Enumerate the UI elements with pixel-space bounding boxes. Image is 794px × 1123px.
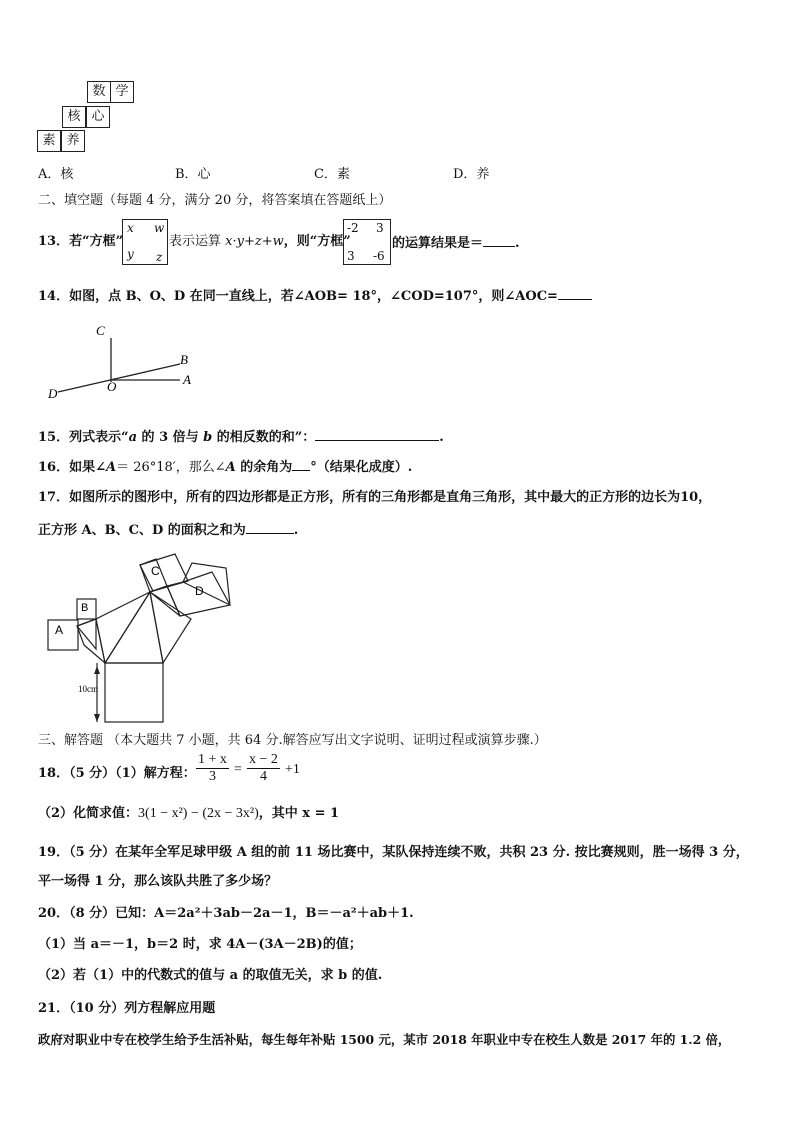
q13-end: . — [515, 236, 520, 251]
fraction-right — [247, 752, 280, 785]
question-19-line1: 19．（5 分）在某年全军足球甲级 A 组的前 11 场比赛中，某队保持连续不败，共积 23 分. 按比赛规则，胜一场得 3 分， — [38, 845, 749, 860]
grid-cell: 心 — [86, 106, 110, 128]
label-o: O — [107, 379, 117, 394]
label-a: A — [183, 372, 191, 387]
q13-mid-b: ，则“方框” — [283, 234, 351, 249]
frac-den: 3 — [208, 769, 216, 784]
grid-cell: 素 — [37, 130, 61, 152]
q15-text-b: 的 3 倍与 — [137, 430, 204, 445]
box-bottom-right: -6 — [373, 249, 385, 263]
q18-part2-label: （2）化简求值： — [38, 806, 139, 821]
question-17-line2 — [38, 521, 298, 539]
label-c: C — [151, 564, 160, 578]
q16-text-c: 的余角为 — [235, 460, 293, 475]
grid-cell: 数 — [87, 81, 111, 103]
fraction-left — [196, 752, 229, 785]
q15-end: . — [439, 430, 444, 445]
operator-box-values — [343, 219, 391, 265]
question-21-heading: 21．（10 分）列方程解应用题 — [38, 1001, 216, 1016]
q16-var: A — [105, 460, 117, 475]
q13-prefix: 13．若“方框” — [38, 234, 124, 249]
q13-tail — [392, 234, 520, 252]
q15-text-c: 的相反数的和”： — [212, 430, 316, 445]
pythagoras-tree-figure — [40, 548, 240, 728]
q15-var-a: a — [128, 430, 138, 445]
box-top-right: 3 — [376, 221, 384, 235]
label-b: B — [180, 352, 188, 367]
question-17-line1: 17．如图所示的图形中，所有的四边形都是正方形，所有的三角形都是直角三角形，其中最大的正方形的边长为10， — [38, 490, 712, 505]
question-14 — [38, 287, 592, 305]
box-top-left: -2 — [347, 221, 359, 235]
q14-text: 14．如图，点 B、O、D 在同一直线上，若∠AOB= 18°，∠COD=107°，则∠AOC= — [38, 289, 558, 304]
q20-intro-a: 20．（8 分）已知： — [38, 906, 155, 921]
frac-num: 1 + x — [198, 752, 227, 767]
q17-end: . — [293, 523, 299, 538]
q16-text-a: 16．如果∠ — [38, 460, 106, 475]
q20-intro-b: A＝2a²＋3ab－2a－1，B＝－a²＋ab＋1. — [154, 906, 414, 921]
answer-blank — [483, 234, 515, 247]
q16-text-d: °（结果化成度）. — [310, 460, 413, 475]
q13-suffix: 的运算结果是＝ — [392, 236, 484, 251]
answer-blank — [558, 287, 592, 300]
question-21-line1: 政府对职业中专在校学生给予生活补贴，每生每年补贴 1500 元，某市 2018 年职业中专在校生人数是 2017 年的 1.2 倍， — [38, 1032, 731, 1047]
plus-one: +1 — [285, 762, 300, 777]
option-d: D．养 — [453, 167, 490, 182]
frac-num: x − 2 — [249, 752, 278, 767]
box-x: x — [127, 221, 134, 235]
option-a: A．核 — [38, 167, 74, 182]
frac-den: 4 — [259, 769, 267, 784]
grid-cell: 学 — [110, 81, 134, 103]
box-w: w — [154, 221, 165, 235]
question-18-part2 — [38, 806, 339, 822]
angle-figure — [40, 318, 210, 403]
q13-middle — [169, 234, 351, 250]
question-20-intro — [38, 906, 414, 922]
label-d: D — [48, 386, 58, 401]
answer-blank — [292, 458, 310, 471]
box-y: y — [127, 247, 134, 261]
label-a: A — [55, 623, 64, 637]
q18-equation — [196, 752, 300, 785]
label-d: D — [195, 584, 204, 598]
q15-var-b: b — [203, 430, 213, 445]
question-20-part1: （1）当 a＝－1，b＝2 时，求 4A－(3A－2B)的值； — [38, 937, 362, 952]
option-c: C．素 — [314, 167, 350, 182]
q16-text-b: ＝ 26°18′，那么∠ — [116, 460, 226, 475]
question-18-part1 — [38, 766, 196, 782]
q18-condition: ，其中 x = 1 — [258, 806, 340, 821]
q15-text-a: 15．列式表示“ — [38, 430, 129, 445]
question-15 — [38, 428, 444, 446]
box-bottom-left: 3 — [347, 249, 355, 263]
question-19-line2: 平一场得 1 分，那么该队共胜了多少场？ — [38, 874, 278, 889]
q13-expression: x·y+z+w — [225, 234, 284, 249]
box-z: z — [156, 250, 163, 264]
grid-cell: 核 — [62, 106, 86, 128]
option-b: B．心 — [175, 167, 211, 182]
label-b: B — [81, 602, 89, 614]
answer-blank — [315, 428, 439, 441]
question-16 — [38, 458, 412, 476]
question-20-part2: （2）若（1）中的代数式的值与 a 的取值无关，求 b 的值. — [38, 968, 383, 983]
section-heading-fill-in: 二、填空题（每题 4 分，满分 20 分，将答案填在答题纸上） — [38, 193, 392, 208]
section-heading-solve: 三、解答题 （本大题共 7 小题，共 64 分.解答应写出文字说明、证明过程或演算步骤.） — [38, 733, 547, 748]
q18-expression: 3(1 − x²) − (2x − 3x²) — [138, 806, 259, 821]
grid-cell: 养 — [61, 130, 85, 152]
label-length: 10cm — [78, 684, 98, 694]
q16-var2: A — [225, 460, 236, 475]
q13-mid-a: 表示运算 — [169, 234, 226, 249]
answer-blank — [246, 521, 294, 534]
equals-sign: = — [234, 762, 242, 777]
operator-box-variables — [122, 219, 168, 265]
label-c: C — [96, 323, 105, 338]
q17-line2-text: 正方形 A、B、C、D 的面积之和为 — [38, 523, 246, 538]
q18-part1-label: 18．（5 分）（1）解方程： — [38, 766, 196, 781]
